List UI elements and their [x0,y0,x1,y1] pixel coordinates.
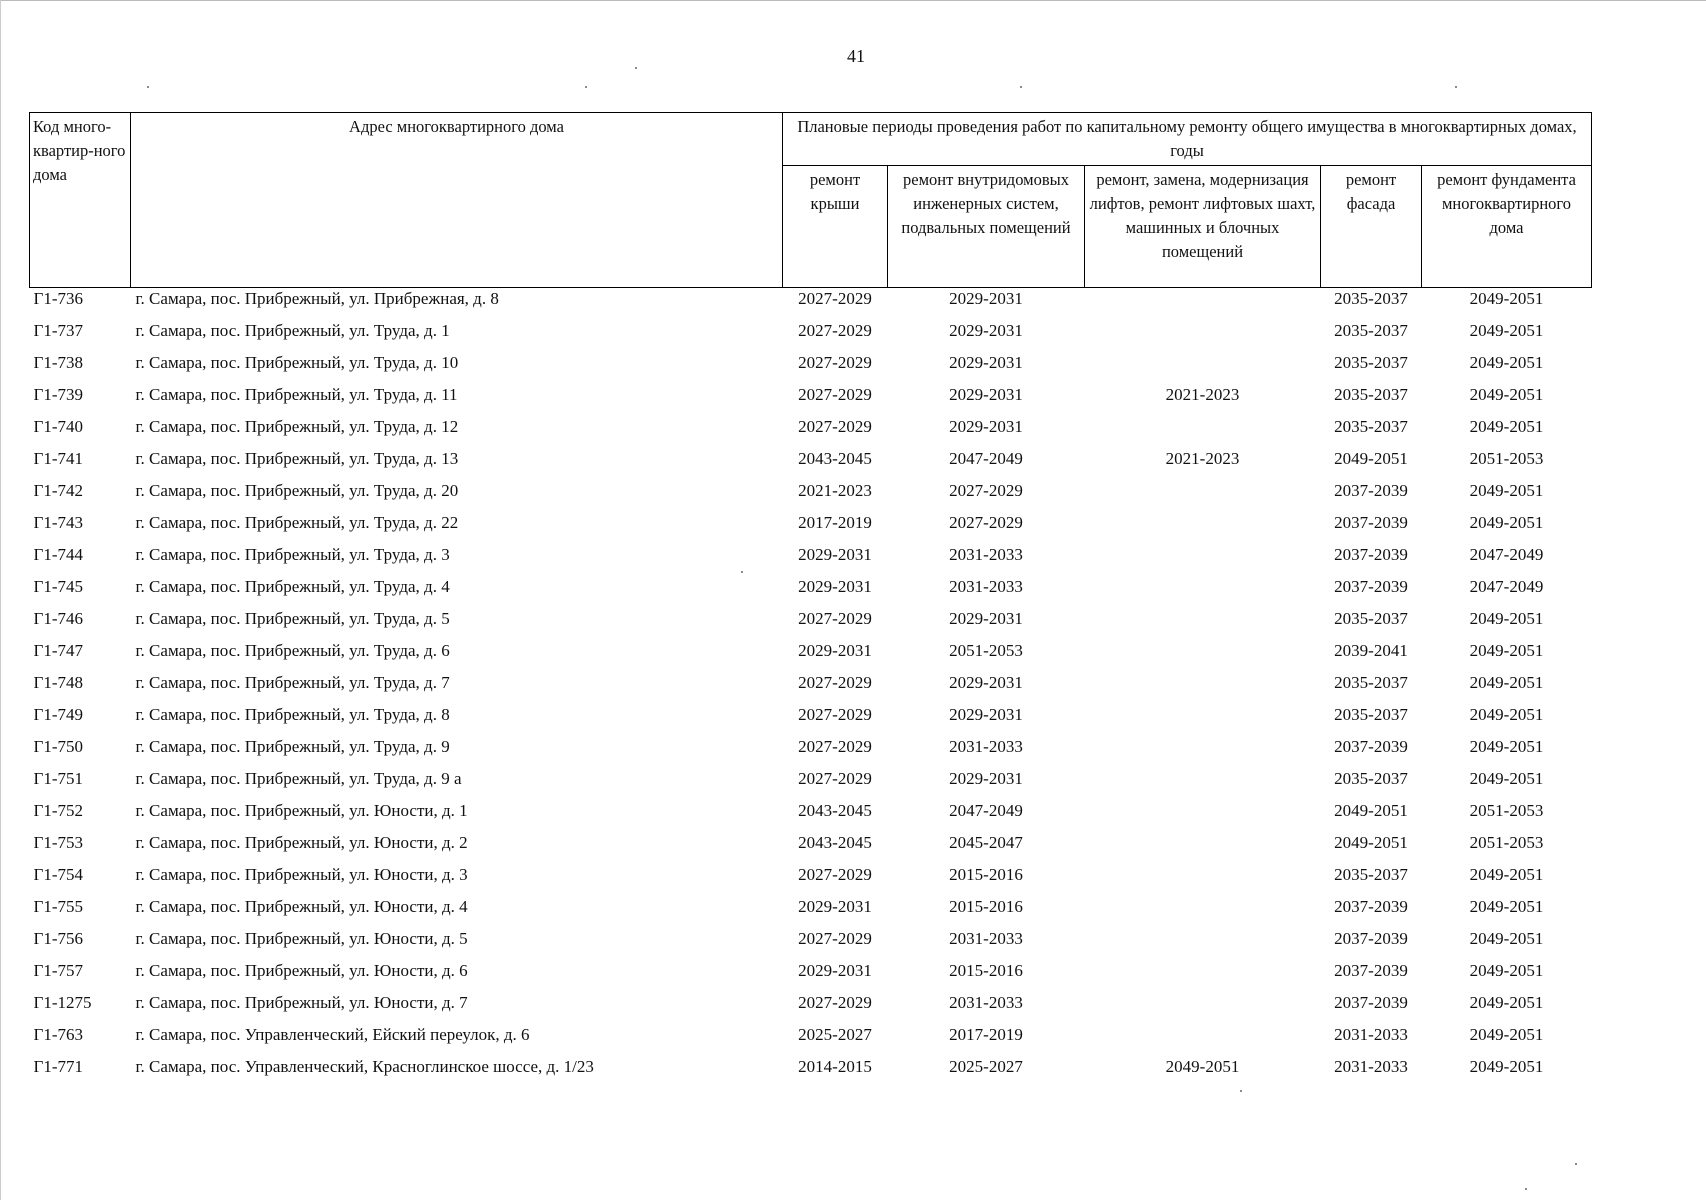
cell-facade: 2035-2037 [1334,705,1408,724]
scan-speck [1525,1188,1527,1190]
cell-address: г. Самара, пос. Управленческий, Красноглинское шоссе, д. 1/23 [135,1057,594,1076]
scan-speck [635,67,637,69]
cell-facade: 2031-2033 [1334,1057,1408,1076]
cell-lifts [1085,320,1321,352]
header-lifts: ремонт, замена, модернизация лифтов, ремонт лифтовых шахт, машинных и блочных помещений [1085,166,1321,288]
cell-code: Г1-747 [33,641,83,660]
cell-roof: 2027-2029 [798,385,872,404]
table-row [30,832,1592,864]
cell-roof: 2027-2029 [798,289,872,308]
table-row [30,480,1592,512]
cell-facade: 2035-2037 [1334,609,1408,628]
cell-foundation: 2049-2051 [1469,737,1544,756]
cell-engineering: 2029-2031 [949,321,1023,340]
cell-roof: 2029-2031 [798,897,872,916]
scan-speck [1575,1163,1577,1165]
cell-roof: 2027-2029 [798,353,872,372]
cell-engineering: 2031-2033 [949,929,1023,948]
cell-code: Г1-753 [33,833,83,852]
cell-address: г. Самара, пос. Прибрежный, ул. Труда, д. 12 [135,417,459,436]
cell-address: г. Самара, пос. Прибрежный, ул. Юности, д. 4 [135,897,468,916]
cell-foundation: 2047-2049 [1469,577,1544,596]
cell-foundation: 2051-2053 [1469,833,1544,852]
cell-foundation: 2049-2051 [1469,961,1544,980]
cell-engineering: 2031-2033 [949,577,1023,596]
cell-address: г. Самара, пос. Прибрежный, ул. Юности, д. 3 [135,865,468,884]
cell-facade: 2035-2037 [1334,385,1408,404]
table-row [30,320,1592,352]
cell-foundation: 2049-2051 [1469,385,1544,404]
cell-facade: 2037-2039 [1334,513,1408,532]
cell-address: г. Самара, пос. Прибрежный, ул. Труда, д. 13 [135,449,459,468]
cell-roof: 2043-2045 [798,449,872,468]
cell-facade: 2035-2037 [1334,673,1408,692]
table-row [30,800,1592,832]
cell-engineering: 2031-2033 [949,993,1023,1012]
scan-speck [147,86,149,88]
cell-lifts [1085,992,1321,1024]
scan-speck [1455,86,1457,88]
cell-code: Г1-743 [33,513,83,532]
cell-code: Г1-749 [33,705,83,724]
cell-foundation: 2049-2051 [1469,289,1544,308]
cell-engineering: 2051-2053 [949,641,1023,660]
cell-facade: 2049-2051 [1334,833,1408,852]
cell-code: Г1-756 [33,929,83,948]
cell-roof: 2029-2031 [798,577,872,596]
cell-address: г. Самара, пос. Прибрежный, ул. Прибрежная, д. 8 [135,289,499,308]
cell-code: Г1-763 [33,1025,83,1044]
table-row [30,384,1592,416]
header-foundation: ремонт фундамента многоквартирного дома [1422,166,1592,288]
cell-engineering: 2015-2016 [949,961,1023,980]
table-row [30,1024,1592,1056]
cell-lifts: 2021-2023 [1165,449,1240,468]
header-code: Код много-квартир-ного дома [30,113,131,288]
cell-lifts [1085,1024,1321,1056]
table-row [30,896,1592,928]
cell-engineering: 2029-2031 [949,705,1023,724]
cell-lifts: 2021-2023 [1165,385,1240,404]
cell-facade: 2037-2039 [1334,545,1408,564]
table-row [30,928,1592,960]
table-row [30,416,1592,448]
cell-roof: 2025-2027 [798,1025,872,1044]
cell-foundation: 2049-2051 [1469,353,1544,372]
cell-lifts: 2049-2051 [1165,1057,1240,1076]
table-row [30,576,1592,608]
cell-engineering: 2015-2016 [949,897,1023,916]
cell-lifts [1085,928,1321,960]
cell-engineering: 2045-2047 [949,833,1023,852]
cell-address: г. Самара, пос. Прибрежный, ул. Юности, д. 5 [135,929,468,948]
cell-lifts [1085,480,1321,512]
cell-lifts [1085,672,1321,704]
cell-code: Г1-744 [33,545,83,564]
cell-foundation: 2051-2053 [1469,801,1544,820]
cell-address: г. Самара, пос. Прибрежный, ул. Труда, д. 7 [135,673,450,692]
cell-address: г. Самара, пос. Прибрежный, ул. Труда, д. 9 а [135,769,462,788]
table-row [30,352,1592,384]
cell-facade: 2037-2039 [1334,993,1408,1012]
cell-code: Г1-739 [33,385,83,404]
cell-code: Г1-746 [33,609,83,628]
cell-code: Г1-740 [33,417,83,436]
cell-roof: 2027-2029 [798,929,872,948]
cell-code: Г1-736 [33,289,83,308]
cell-engineering: 2047-2049 [949,449,1023,468]
cell-code: Г1-742 [33,481,83,500]
cell-facade: 2035-2037 [1334,769,1408,788]
cell-code: Г1-754 [33,865,83,884]
cell-address: г. Самара, пос. Прибрежный, ул. Труда, д. 10 [135,353,459,372]
cell-roof: 2027-2029 [798,737,872,756]
cell-address: г. Самара, пос. Прибрежный, ул. Труда, д. 8 [135,705,450,724]
cell-facade: 2035-2037 [1334,417,1408,436]
table-row [30,1056,1592,1088]
cell-facade: 2035-2037 [1334,321,1408,340]
cell-lifts [1085,576,1321,608]
scan-speck [1020,86,1022,88]
cell-address: г. Самара, пос. Прибрежный, ул. Юности, д. 6 [135,961,468,980]
cell-code: Г1-738 [33,353,83,372]
cell-engineering: 2029-2031 [949,609,1023,628]
cell-roof: 2043-2045 [798,801,872,820]
cell-roof: 2027-2029 [798,673,872,692]
cell-engineering: 2017-2019 [949,1025,1023,1044]
cell-foundation: 2049-2051 [1469,705,1544,724]
cell-lifts [1085,352,1321,384]
cell-lifts [1085,608,1321,640]
cell-address: г. Самара, пос. Прибрежный, ул. Труда, д. 3 [135,545,450,564]
table-row [30,544,1592,576]
cell-address: г. Самара, пос. Прибрежный, ул. Труда, д. 22 [135,513,459,532]
cell-engineering: 2031-2033 [949,737,1023,756]
cell-lifts [1085,960,1321,992]
cell-engineering: 2047-2049 [949,801,1023,820]
cell-address: г. Самара, пос. Прибрежный, ул. Юности, д. 1 [135,801,468,820]
cell-engineering: 2029-2031 [949,353,1023,372]
cell-engineering: 2027-2029 [949,513,1023,532]
cell-address: г. Самара, пос. Прибрежный, ул. Труда, д. 6 [135,641,450,660]
cell-code: Г1-750 [33,737,83,756]
cell-roof: 2029-2031 [798,545,872,564]
cell-code: Г1-737 [33,321,83,340]
cell-roof: 2027-2029 [798,417,872,436]
cell-foundation: 2049-2051 [1469,673,1544,692]
cell-foundation: 2049-2051 [1469,417,1544,436]
cell-code: Г1-741 [33,449,83,468]
cell-address: г. Самара, пос. Прибрежный, ул. Труда, д. 9 [135,737,450,756]
cell-foundation: 2049-2051 [1469,481,1544,500]
cell-engineering: 2015-2016 [949,865,1023,884]
cell-lifts [1085,640,1321,672]
top-border-line [0,0,1706,1]
cell-roof: 2029-2031 [798,961,872,980]
cell-facade: 2039-2041 [1334,641,1408,660]
cell-address: г. Самара, пос. Управленческий, Ейский переулок, д. 6 [135,1025,530,1044]
cell-lifts [1085,800,1321,832]
page-number: 41 [847,46,865,66]
cell-code: Г1-771 [33,1057,83,1076]
cell-lifts [1085,288,1321,321]
cell-foundation: 2051-2053 [1469,449,1544,468]
table-row [30,768,1592,800]
table-row [30,736,1592,768]
cell-lifts [1085,736,1321,768]
cell-roof: 2027-2029 [798,993,872,1012]
table-row [30,672,1592,704]
cell-foundation: 2049-2051 [1469,1057,1544,1076]
cell-foundation: 2049-2051 [1469,865,1544,884]
cell-lifts [1085,832,1321,864]
cell-foundation: 2049-2051 [1469,1025,1544,1044]
cell-facade: 2037-2039 [1334,577,1408,596]
cell-code: Г1-757 [33,961,83,980]
cell-foundation: 2049-2051 [1469,641,1544,660]
cell-address: г. Самара, пос. Прибрежный, ул. Юности, д. 7 [135,993,468,1012]
cell-address: г. Самара, пос. Прибрежный, ул. Труда, д. 11 [135,385,458,404]
header-facade: ремонт фасада [1321,166,1422,288]
cell-foundation: 2049-2051 [1469,993,1544,1012]
cell-engineering: 2027-2029 [949,481,1023,500]
table-row [30,640,1592,672]
cell-code: Г1-752 [33,801,83,820]
cell-foundation: 2047-2049 [1469,545,1544,564]
cell-code: Г1-751 [33,769,83,788]
cell-roof: 2021-2023 [798,481,872,500]
cell-facade: 2035-2037 [1334,865,1408,884]
cell-facade: 2037-2039 [1334,737,1408,756]
table-row [30,608,1592,640]
table-row [30,448,1592,480]
cell-code: Г1-755 [33,897,83,916]
cell-engineering: 2025-2027 [949,1057,1023,1076]
cell-lifts [1085,416,1321,448]
cell-address: г. Самара, пос. Прибрежный, ул. Юности, д. 2 [135,833,468,852]
cell-code: Г1-748 [33,673,83,692]
cell-address: г. Самара, пос. Прибрежный, ул. Труда, д. 20 [135,481,459,500]
cell-code: Г1-1275 [33,993,92,1012]
cell-foundation: 2049-2051 [1469,897,1544,916]
cell-code: Г1-745 [33,577,83,596]
scan-speck [585,86,587,88]
cell-lifts [1085,544,1321,576]
cell-engineering: 2029-2031 [949,769,1023,788]
cell-facade: 2035-2037 [1334,289,1408,308]
cell-facade: 2031-2033 [1334,1025,1408,1044]
repair-schedule-table [29,112,1592,1088]
table-row [30,288,1592,321]
table-row [30,992,1592,1024]
cell-foundation: 2049-2051 [1469,769,1544,788]
cell-address: г. Самара, пос. Прибрежный, ул. Труда, д. 4 [135,577,450,596]
scan-speck [741,571,743,573]
repair-schedule-table-container [29,112,1592,1088]
cell-foundation: 2049-2051 [1469,929,1544,948]
cell-engineering: 2029-2031 [949,289,1023,308]
cell-roof: 2014-2015 [798,1057,872,1076]
table-row [30,704,1592,736]
table-body [30,288,1592,1089]
cell-foundation: 2049-2051 [1469,513,1544,532]
cell-roof: 2027-2029 [798,609,872,628]
cell-roof: 2027-2029 [798,705,872,724]
left-border-line [0,0,1,1200]
cell-facade: 2037-2039 [1334,929,1408,948]
cell-engineering: 2031-2033 [949,545,1023,564]
cell-engineering: 2029-2031 [949,417,1023,436]
cell-roof: 2027-2029 [798,769,872,788]
cell-foundation: 2049-2051 [1469,609,1544,628]
table-header [30,113,1592,288]
cell-lifts [1085,768,1321,800]
cell-facade: 2037-2039 [1334,481,1408,500]
cell-lifts [1085,512,1321,544]
cell-facade: 2037-2039 [1334,961,1408,980]
cell-engineering: 2029-2031 [949,385,1023,404]
cell-facade: 2037-2039 [1334,897,1408,916]
header-address: Адрес многоквартирного дома [131,113,783,288]
cell-lifts [1085,704,1321,736]
scan-speck [1240,1090,1242,1092]
cell-lifts [1085,864,1321,896]
cell-roof: 2043-2045 [798,833,872,852]
table-row [30,960,1592,992]
cell-engineering: 2029-2031 [949,673,1023,692]
header-engineering: ремонт внутридомовых инженерных систем, подвальных помещений [888,166,1085,288]
cell-address: г. Самара, пос. Прибрежный, ул. Труда, д. 5 [135,609,450,628]
cell-roof: 2027-2029 [798,321,872,340]
cell-facade: 2049-2051 [1334,801,1408,820]
cell-foundation: 2049-2051 [1469,321,1544,340]
cell-roof: 2029-2031 [798,641,872,660]
table-row [30,864,1592,896]
cell-facade: 2035-2037 [1334,353,1408,372]
cell-facade: 2049-2051 [1334,449,1408,468]
table-row [30,512,1592,544]
cell-lifts [1085,896,1321,928]
cell-roof: 2017-2019 [798,513,872,532]
cell-roof: 2027-2029 [798,865,872,884]
header-periods: Плановые периоды проведения работ по капитальному ремонту общего имущества в многоквартирных домах, годы [783,113,1592,166]
header-roof: ремонт крыши [783,166,888,288]
cell-address: г. Самара, пос. Прибрежный, ул. Труда, д. 1 [135,321,450,340]
